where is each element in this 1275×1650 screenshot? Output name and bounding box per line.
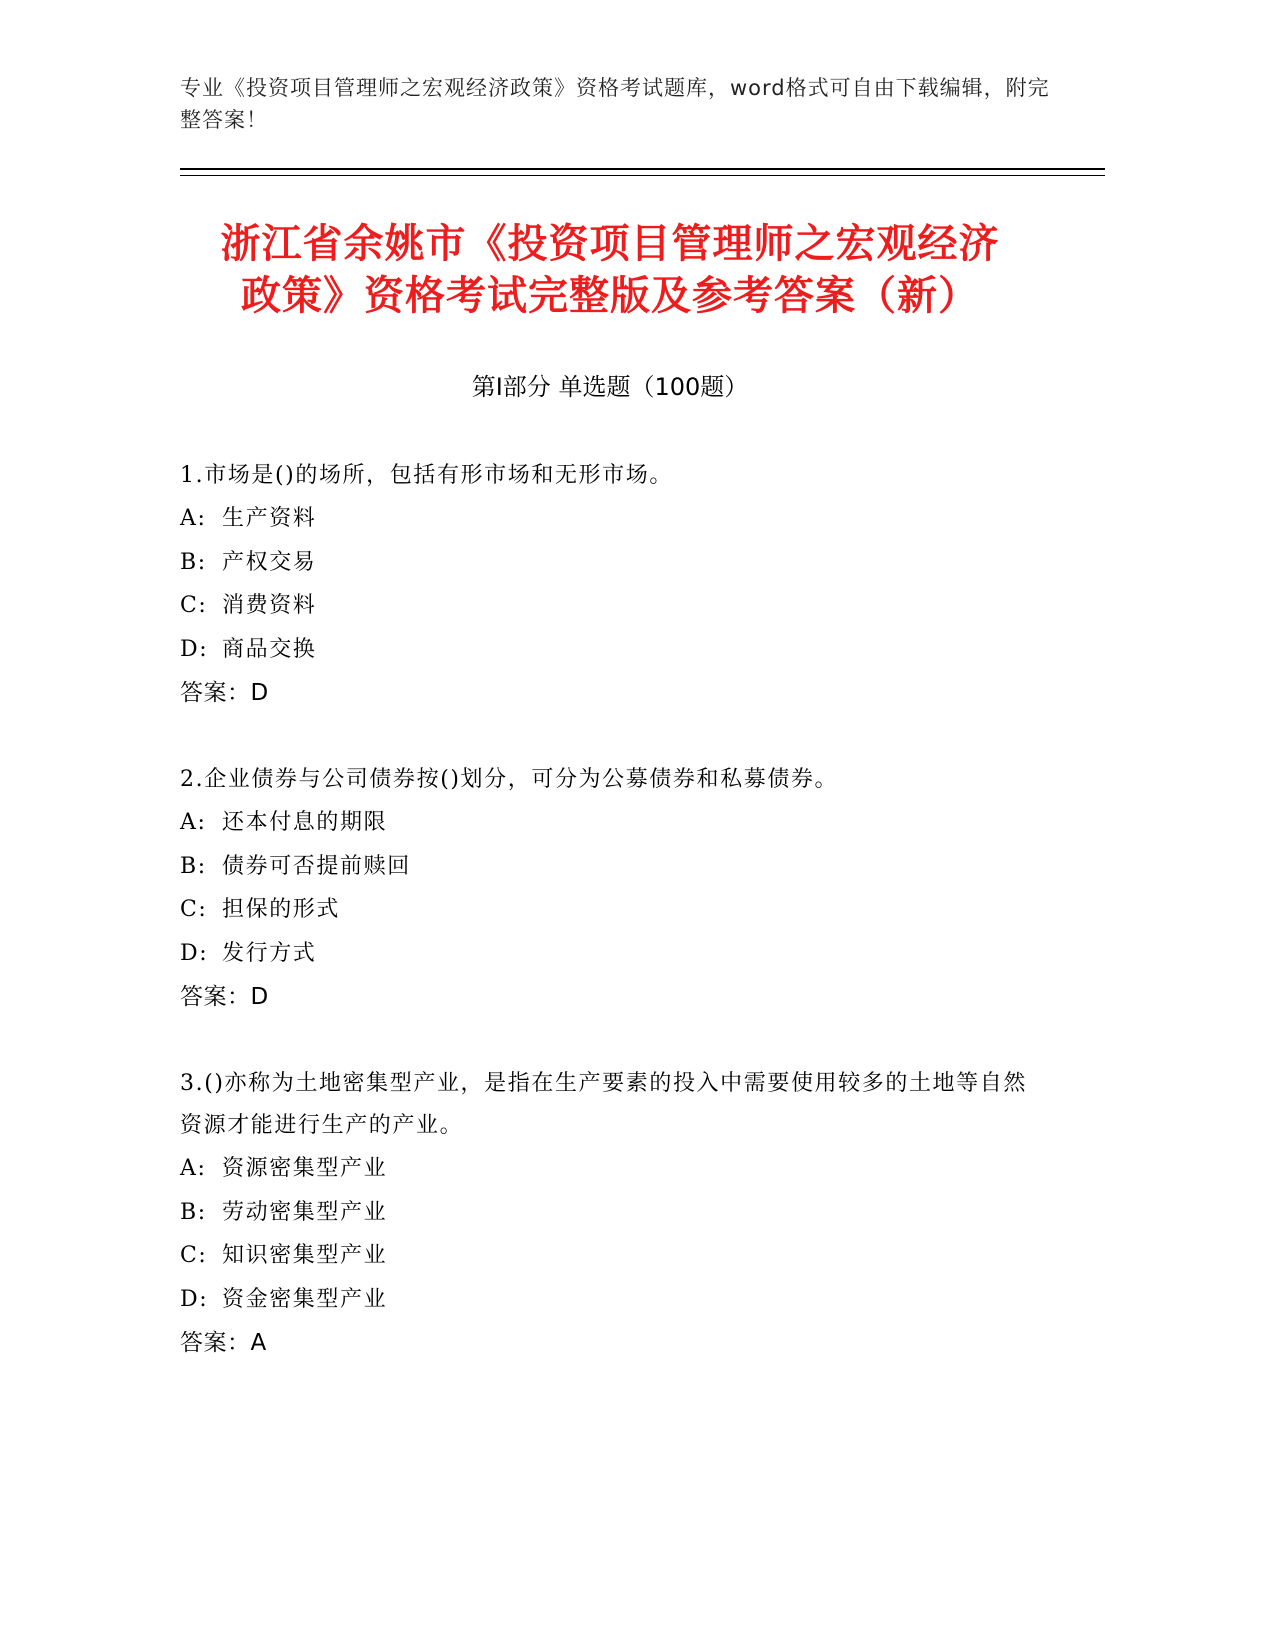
answer: 答案：A bbox=[180, 1330, 267, 1356]
option-c bbox=[180, 1234, 1050, 1278]
option-b bbox=[180, 1191, 1050, 1235]
document-title bbox=[180, 218, 1040, 322]
option-text: 还本付息的期限 bbox=[222, 810, 388, 835]
option-text: 资金密集型产业 bbox=[222, 1286, 388, 1312]
option-b bbox=[180, 541, 1050, 585]
option-a bbox=[180, 1147, 1050, 1191]
question-3 bbox=[180, 1063, 1050, 1365]
option-letter: D: bbox=[180, 636, 209, 662]
option-text: 商品交换 bbox=[222, 636, 317, 662]
question-list bbox=[180, 455, 1050, 1409]
option-text: 消费资料 bbox=[222, 593, 317, 618]
option-d bbox=[180, 932, 1050, 976]
question-2 bbox=[180, 759, 1050, 1019]
option-b bbox=[180, 845, 1050, 889]
option-letter: D: bbox=[180, 940, 209, 966]
question-stem: 1.市场是()的场所，包括有形市场和无形市场。 bbox=[180, 463, 673, 488]
answer: 答案：D bbox=[180, 680, 269, 706]
option-text: 产权交易 bbox=[222, 549, 317, 575]
option-text: 担保的形式 bbox=[222, 897, 341, 922]
option-letter: A: bbox=[180, 1156, 207, 1181]
option-text: 债券可否提前赎回 bbox=[222, 853, 411, 879]
option-letter: A: bbox=[180, 810, 207, 835]
option-a bbox=[180, 801, 1050, 845]
option-text: 发行方式 bbox=[222, 940, 317, 966]
header-note: 专业《投资项目管理师之宏观经济政策》资格考试题库，word格式可自由下载编辑，附完整答案！ bbox=[180, 76, 1050, 132]
header-divider-thin bbox=[180, 175, 1105, 176]
option-letter: C: bbox=[180, 1243, 208, 1268]
option-d bbox=[180, 1278, 1050, 1322]
answer: 答案：D bbox=[180, 984, 269, 1010]
option-letter: B: bbox=[180, 549, 207, 575]
question-stem: 3.()亦称为土地密集型产业，是指在生产要素的投入中需要使用较多的土地等自然资源才能进行生产的产业。 bbox=[180, 1071, 1027, 1138]
option-letter: C: bbox=[180, 897, 208, 922]
document-title-line-2: 政策》资格考试完整版及参考答案（新） bbox=[241, 273, 979, 319]
question-1 bbox=[180, 455, 1050, 715]
option-text: 劳动密集型产业 bbox=[222, 1199, 388, 1225]
option-a bbox=[180, 497, 1050, 541]
question-stem: 2.企业债券与公司债券按()划分，可分为公募债券和私募债券。 bbox=[180, 767, 839, 792]
section-title: 第I部分 单选题（100题） bbox=[471, 373, 749, 401]
option-letter: A: bbox=[180, 506, 207, 531]
option-letter: C: bbox=[180, 593, 208, 618]
document-title-line-1: 浙江省余姚市《投资项目管理师之宏观经济 bbox=[220, 221, 1000, 267]
option-letter: B: bbox=[180, 853, 207, 879]
option-c bbox=[180, 584, 1050, 628]
option-d bbox=[180, 628, 1050, 672]
header-divider-thick bbox=[180, 168, 1105, 170]
option-text: 知识密集型产业 bbox=[222, 1243, 388, 1268]
option-c bbox=[180, 888, 1050, 932]
option-letter: B: bbox=[180, 1199, 207, 1225]
option-letter: D: bbox=[180, 1286, 209, 1312]
option-text: 资源密集型产业 bbox=[222, 1156, 388, 1181]
option-text: 生产资料 bbox=[222, 506, 317, 531]
